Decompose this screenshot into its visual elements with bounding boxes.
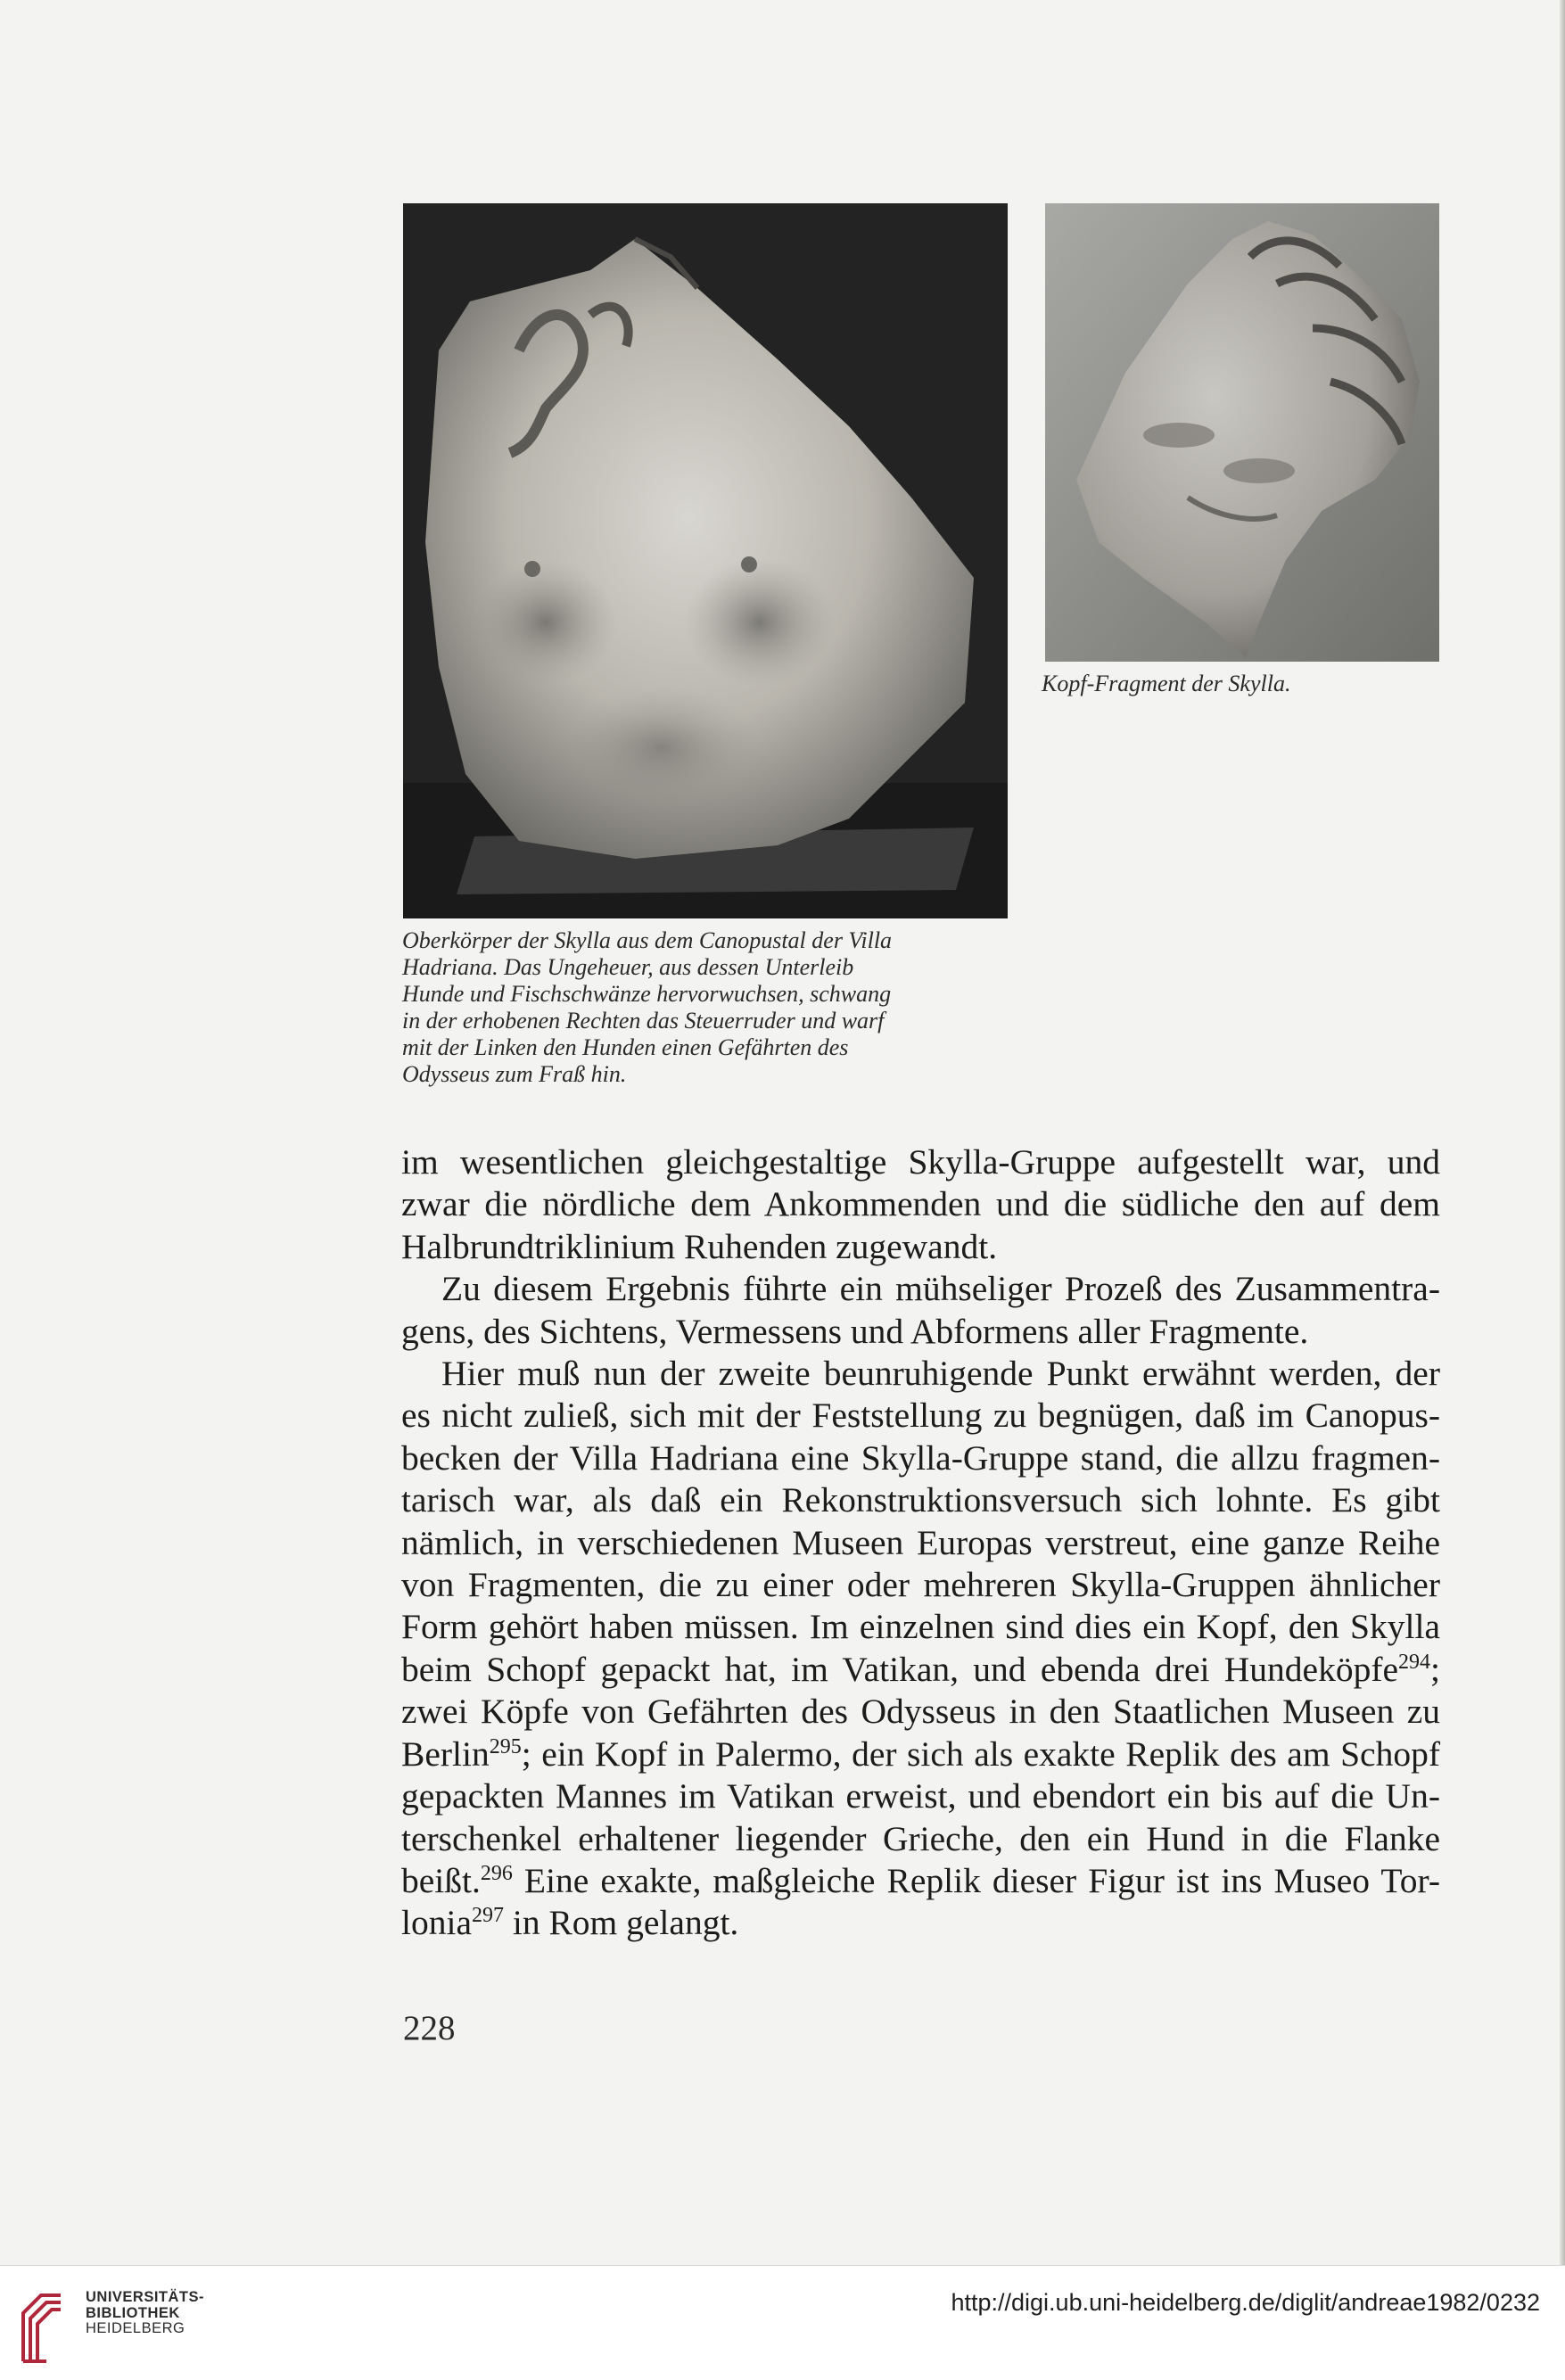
caption-line: mit der Linken den Hunden einen Gefährten des: [402, 1034, 849, 1060]
line-text: beißt.: [401, 1860, 481, 1900]
head-photo-caption: Kopf-Fragment der Skylla.: [1042, 671, 1291, 696]
logo-line: UNIVERSITÄTS-: [86, 2289, 205, 2305]
text-line: gepackten Mannes im Vatikan erweist, und ebendort ein bis auf die Un-: [401, 1776, 1440, 1816]
text-line: Zu diesem Ergebnis führte ein mühseliger Prozeß des Zusammentra-: [441, 1269, 1440, 1309]
text-line: nämlich, in verschiedenen Museen Europas verstreut, eine ganze Reihe: [401, 1522, 1440, 1562]
line-text: Berlin: [401, 1734, 490, 1774]
text-line: Halbrundtriklinium Ruhenden zugewandt.: [401, 1226, 998, 1266]
logo-line: HEIDELBERG: [86, 2320, 185, 2336]
text-line: zwei Köpfe von Gefährten des Odysseus in den Staatlichen Museen zu: [401, 1692, 1440, 1732]
footnote-ref[interactable]: 297: [471, 1904, 504, 1928]
body-text: [401, 1141, 1440, 1945]
page-edge: [1560, 0, 1565, 2265]
line-text: Eine exakte, maßgleiche Replik dieser Figur ist ins Museo Tor-: [512, 1860, 1440, 1900]
text-line: von Fragmenten, die zu einer oder mehreren Skylla-Gruppen ähnlicher: [401, 1565, 1440, 1605]
text-line: gens, des Sichtens, Vermessens und Abformens aller Fragmente.: [401, 1311, 1309, 1351]
text-line: terschenkel erhaltener liegender Grieche, den ein Hund in die Flanke: [401, 1818, 1440, 1858]
torso-photo-caption: [402, 927, 1017, 1088]
line-text: beim Schopf gepackt hat, im Vatikan, und ebenda drei Hundeköpfe: [401, 1649, 1399, 1689]
footnote-ref[interactable]: 294: [1398, 1650, 1431, 1674]
caption-line: Hadriana. Das Ungeheuer, aus dessen Unterleib: [402, 954, 854, 980]
library-logo-icon[interactable]: [20, 2277, 66, 2365]
text-line: es nicht zuließ, sich mit der Feststellung zu begnügen, daß im Canopus-: [401, 1396, 1440, 1436]
caption-line: Hunde und Fischschwänze hervorwuchsen, schwang: [402, 981, 892, 1007]
footnote-ref[interactable]: 296: [480, 1861, 513, 1885]
skylla-head-photo: [1045, 203, 1439, 662]
text-line: tarisch war, als daß ein Rekonstruktionsversuch sich lohnte. Es gibt: [401, 1480, 1440, 1520]
caption-line: Odysseus zum Fraß hin.: [402, 1061, 627, 1087]
footnote-ref[interactable]: 295: [489, 1734, 522, 1758]
line-text: lonia: [401, 1903, 472, 1943]
text-line: [401, 1734, 1440, 1775]
text-line: im wesentlichen gleichgestaltige Skylla-Gruppe aufgestellt war, und: [401, 1142, 1440, 1182]
caption-line: in der erhobenen Rechten das Steuerruder und warf: [402, 1008, 885, 1034]
skylla-torso-photo: [403, 203, 1008, 918]
footer-bar: [0, 2265, 1565, 2380]
torso-image: [403, 203, 1008, 918]
page-number: 228: [403, 2009, 456, 2047]
text-line: [401, 1902, 1440, 1944]
text-line: Form gehört haben müssen. Im einzelnen sind dies ein Kopf, den Skylla: [401, 1607, 1440, 1647]
text-line: [401, 1860, 1440, 1902]
line-text: ;: [1430, 1649, 1440, 1689]
caption-line: Oberkörper der Skylla aus dem Canopustal der Villa: [402, 927, 893, 953]
source-url-link[interactable]: http://digi.ub.uni-heidelberg.de/diglit/andreae1982/0232: [951, 2289, 1540, 2316]
head-image: [1045, 203, 1439, 662]
library-logo-text[interactable]: [86, 2290, 204, 2337]
text-line: Hier muß nun der zweite beunruhigende Punkt erwähnt werden, der: [441, 1354, 1440, 1394]
line-text: in Rom gelangt.: [503, 1903, 739, 1943]
line-text: ; ein Kopf in Palermo, der sich als exakte Replik des am Schopf: [521, 1734, 1440, 1774]
text-line: zwar die nördliche dem Ankommenden und die südliche den auf dem: [401, 1184, 1440, 1224]
text-line: [401, 1649, 1440, 1691]
text-line: becken der Villa Hadriana eine Skylla-Gruppe stand, die allzu fragmen-: [401, 1437, 1440, 1478]
logo-line: BIBLIOTHEK: [86, 2304, 180, 2321]
